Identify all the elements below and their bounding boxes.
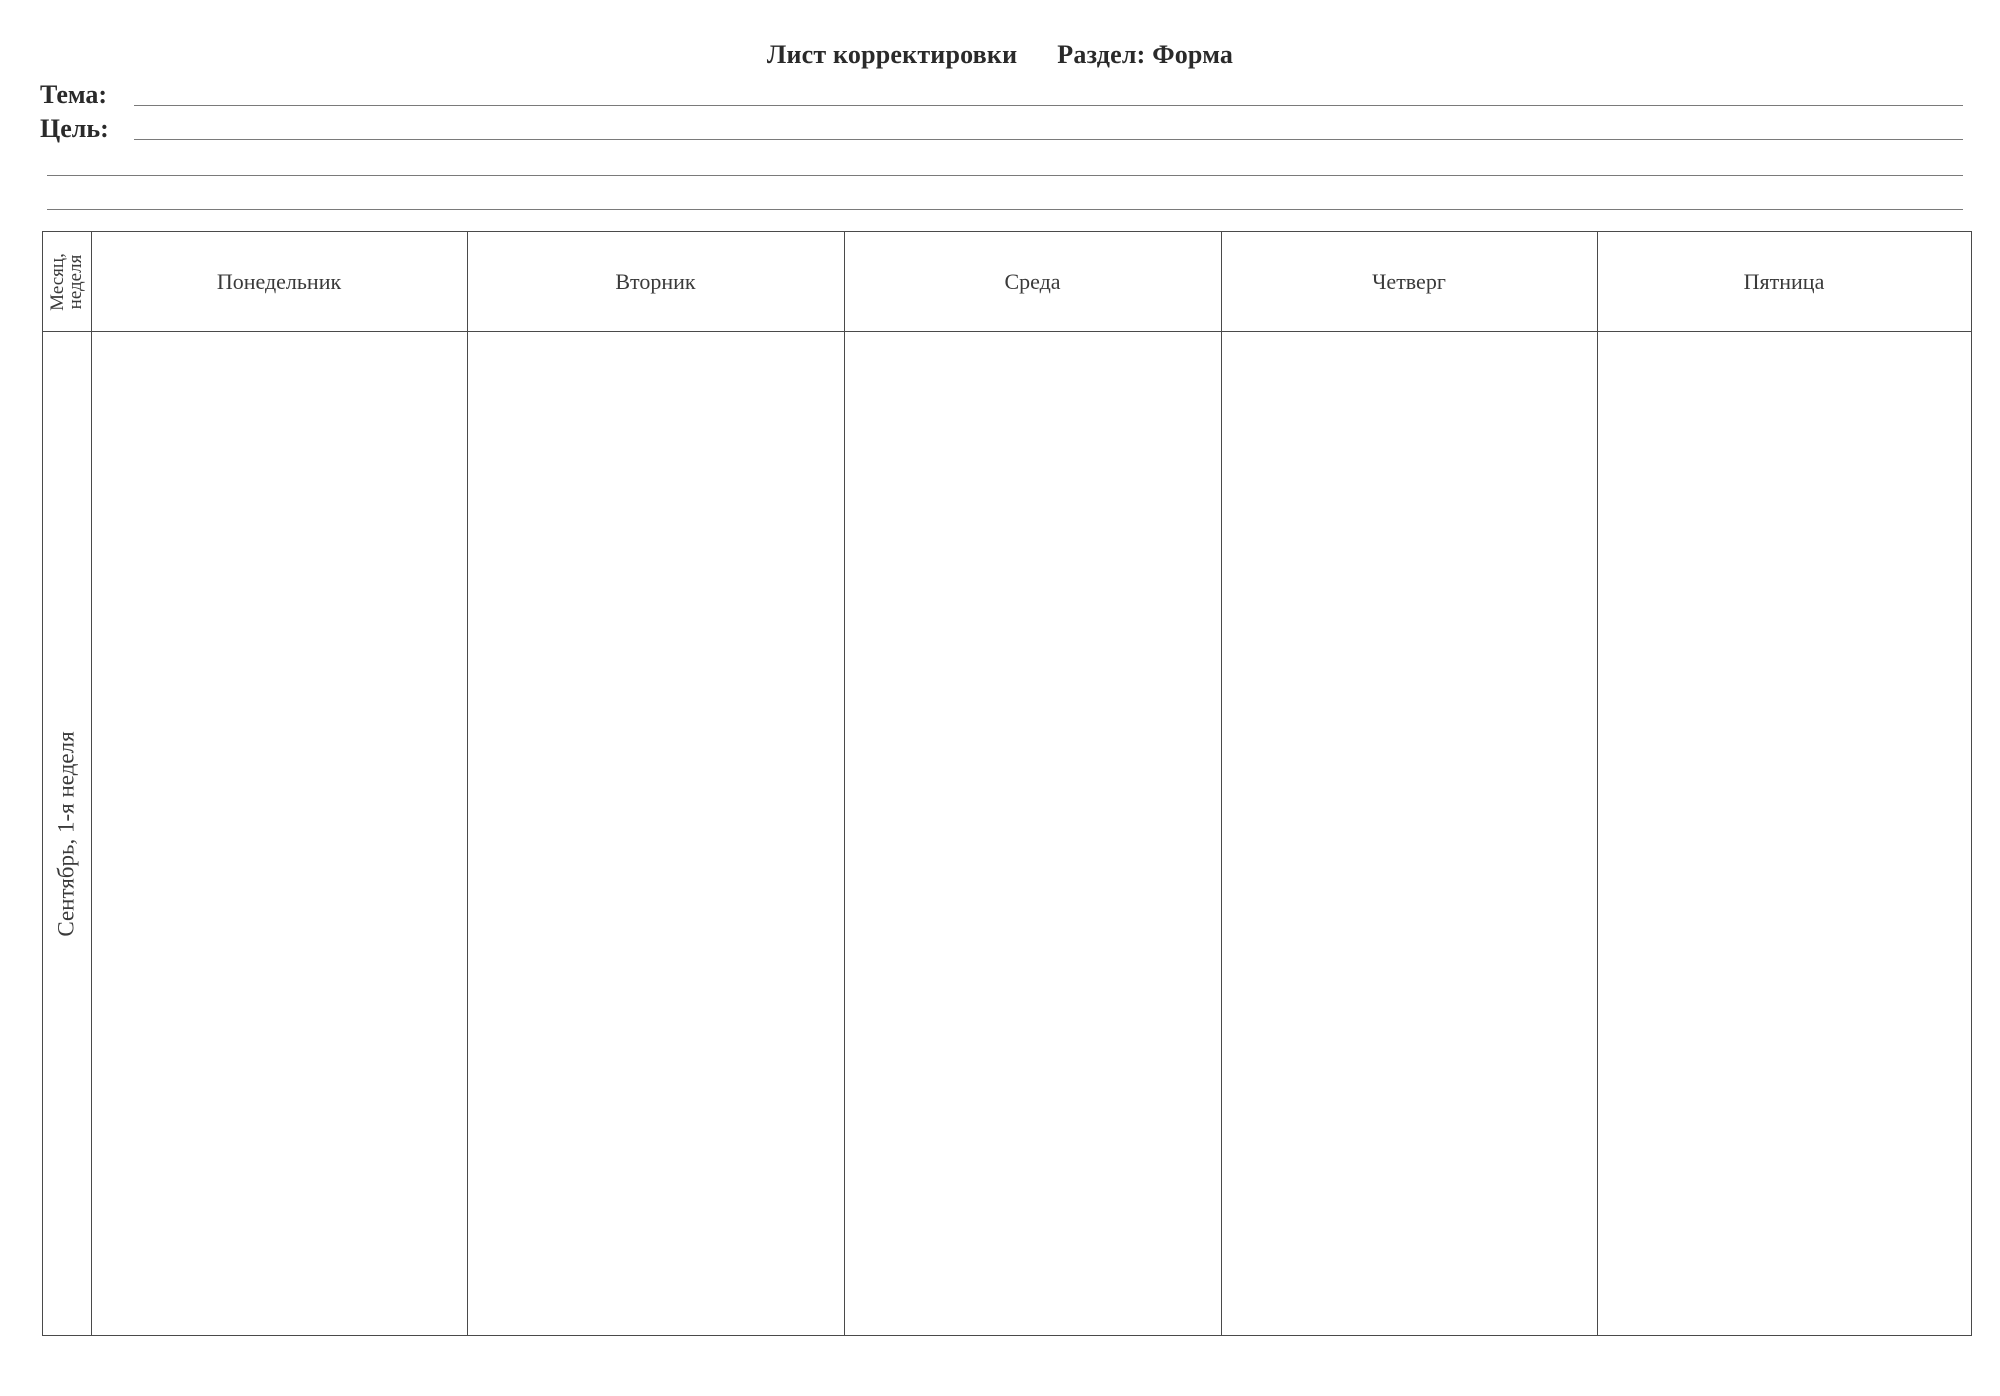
day-header-thursday: Четверг (1372, 268, 1446, 294)
sheet-title: Лист корректировки (766, 40, 1018, 69)
blank-rule-2[interactable] (47, 209, 1963, 210)
schedule-table (42, 231, 1972, 1336)
goal-field[interactable] (40, 112, 1963, 142)
topic-line[interactable] (134, 105, 1963, 106)
week-row-label (43, 332, 91, 1335)
section-label: Раздел: Форма (1057, 40, 1234, 69)
column-divider (1597, 232, 1598, 1335)
day-header-friday: Пятница (1743, 268, 1825, 294)
corner-line-week: неделя (65, 254, 87, 309)
corner-line-month: Месяц, (47, 252, 69, 311)
column-divider (844, 232, 845, 1335)
corner-header (43, 232, 91, 331)
day-header-wednesday: Среда (1004, 268, 1061, 294)
goal-line[interactable] (134, 139, 1963, 140)
header-divider (43, 331, 1971, 332)
column-divider (91, 232, 92, 1335)
week-label: Сентябрь, 1-я неделя (54, 730, 80, 937)
day-header-tuesday: Вторник (615, 268, 696, 294)
blank-rule-1[interactable] (47, 175, 1963, 176)
topic-field[interactable] (40, 78, 1963, 108)
column-divider (1221, 232, 1222, 1335)
page-header (0, 40, 2000, 70)
topic-label: Тема: (40, 80, 108, 109)
day-header-monday: Понедельник (216, 268, 342, 294)
goal-label: Цель: (40, 114, 109, 143)
column-divider (467, 232, 468, 1335)
